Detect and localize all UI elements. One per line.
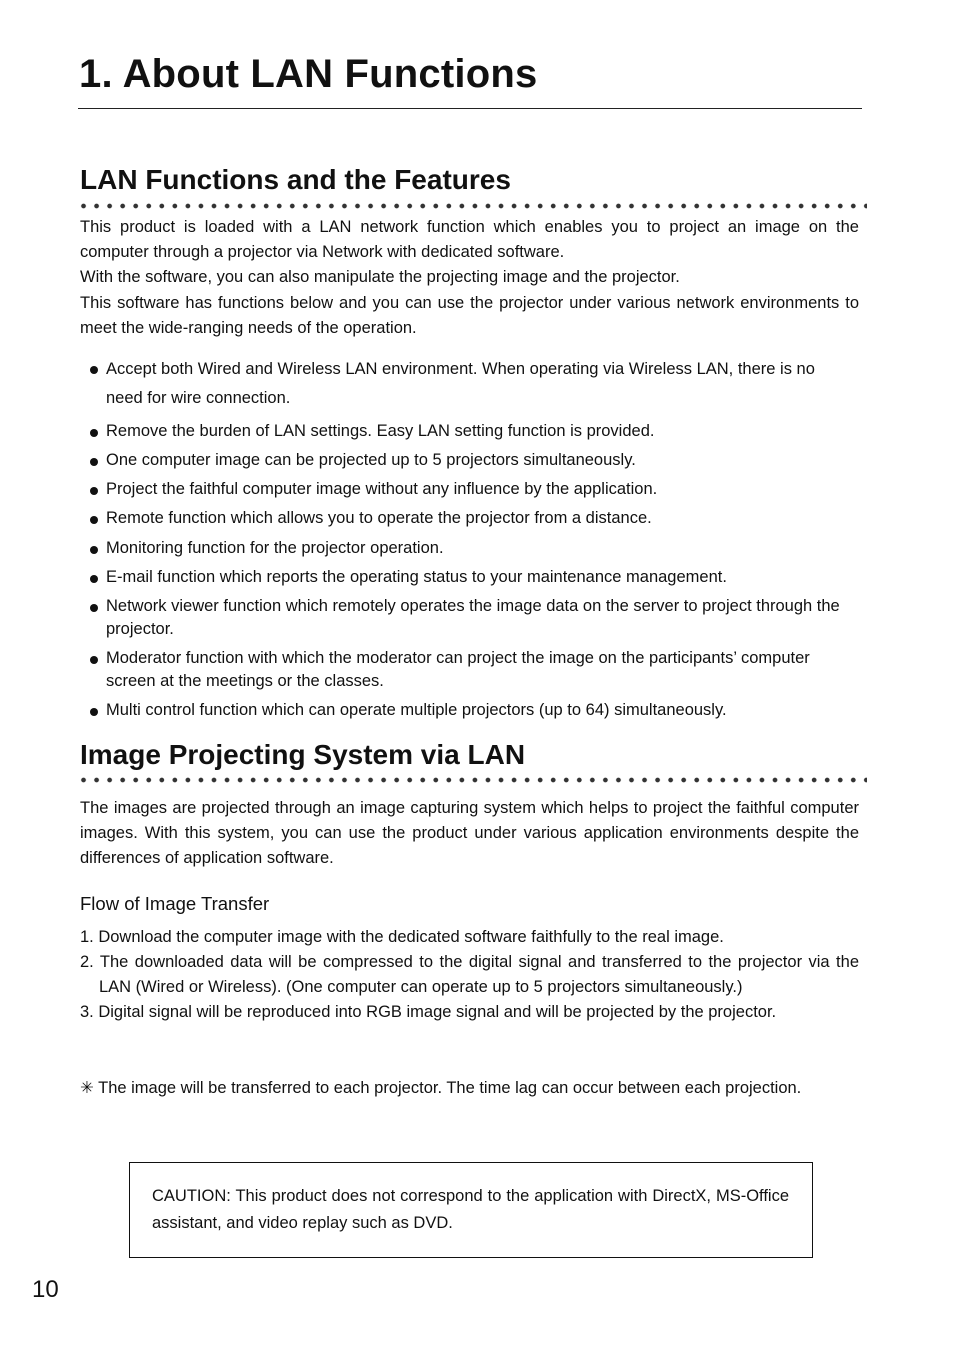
- flow-step: 2. The downloaded data will be compressed to the digital signal and transferred to the projector via the LAN (Wired or Wireless). (One computer can operate up to 5 projectors simultaneously.): [80, 953, 859, 996]
- feature-text: E-mail function which reports the operating status to your maintenance management.: [106, 568, 727, 586]
- feature-item: [82, 355, 852, 413]
- feature-text: Monitoring function for the projector operation.: [106, 539, 444, 557]
- feature-item: [82, 449, 852, 472]
- bullet-icon: [90, 604, 98, 612]
- feature-text: Multi control function which can operate multiple projectors (up to 64) simultaneously.: [106, 701, 727, 719]
- dotted-divider: [77, 203, 867, 209]
- feature-item: [82, 699, 852, 722]
- flow-steps: [80, 925, 859, 1025]
- feature-text: Network viewer function which remotely operates the image data on the server to project through the projector.: [106, 597, 840, 638]
- page-title: 1. About LAN Functions: [79, 52, 538, 96]
- feature-list: [82, 355, 852, 722]
- caution-box: [129, 1162, 813, 1258]
- feature-text: Remove the burden of LAN settings. Easy LAN setting function is provided.: [106, 422, 655, 440]
- page-number: 10: [32, 1276, 59, 1303]
- flow-step: 3. Digital signal will be reproduced into RGB image signal and will be projected by the projector.: [80, 1003, 777, 1021]
- bullet-icon: [90, 487, 98, 495]
- intro-paragraph: This product is loaded with a LAN network function which enables you to project an image on the computer through a projector via Network with dedicated software.: [80, 218, 859, 262]
- feature-item: [82, 420, 852, 443]
- intro-paragraph: With the software, you can also manipulate the projecting image and the projector.: [80, 268, 680, 287]
- bullet-icon: [90, 575, 98, 583]
- system-paragraph: The images are projected through an image capturing system which helps to project the faithful computer images. With this system, you can use the product under various application environments despite the differences of application software.: [80, 799, 859, 868]
- feature-item: [82, 566, 852, 589]
- feature-text: Project the faithful computer image without any influence by the application.: [106, 480, 658, 498]
- feature-item: [82, 595, 852, 641]
- feature-item: [82, 537, 852, 560]
- caution-text: CAUTION: This product does not correspond to the application with DirectX, MS-Office assistant, and video replay such as DVD.: [152, 1187, 789, 1232]
- bullet-icon: [90, 546, 98, 554]
- section-heading-image-projecting: Image Projecting System via LAN: [80, 739, 526, 770]
- transfer-note: ✳ The image will be transferred to each projector. The time lag can occur between each projection.: [80, 1079, 802, 1097]
- section-heading-lan-functions: LAN Functions and the Features: [80, 164, 511, 195]
- bullet-icon: [90, 708, 98, 716]
- feature-item: [82, 478, 852, 501]
- intro-paragraph: This software has functions below and you can use the projector under various network environments to meet the wide-ranging needs of the operation.: [80, 293, 859, 337]
- bullet-icon: [90, 516, 98, 524]
- feature-text: One computer image can be projected up to 5 projectors simultaneously.: [106, 451, 636, 469]
- flow-step: 1. Download the computer image with the dedicated software faithfully to the real image.: [80, 928, 724, 946]
- intro-text: [80, 215, 859, 341]
- feature-text: Moderator function with which the moderator can project the image on the participants’ computer screen at the meetings or the classes.: [106, 649, 810, 690]
- bullet-icon: [90, 366, 98, 374]
- bullet-icon: [90, 656, 98, 664]
- feature-text: Accept both Wired and Wireless LAN environment. When operating via Wireless LAN, there is no need for wire connection.: [106, 360, 815, 407]
- dotted-divider: [77, 777, 867, 783]
- feature-item: [82, 507, 852, 530]
- bullet-icon: [90, 458, 98, 466]
- feature-text: Remote function which allows you to operate the projector from a distance.: [106, 509, 652, 527]
- feature-item: [82, 647, 852, 693]
- flow-heading: Flow of Image Transfer: [80, 893, 270, 914]
- title-rule: [78, 108, 862, 109]
- bullet-icon: [90, 429, 98, 437]
